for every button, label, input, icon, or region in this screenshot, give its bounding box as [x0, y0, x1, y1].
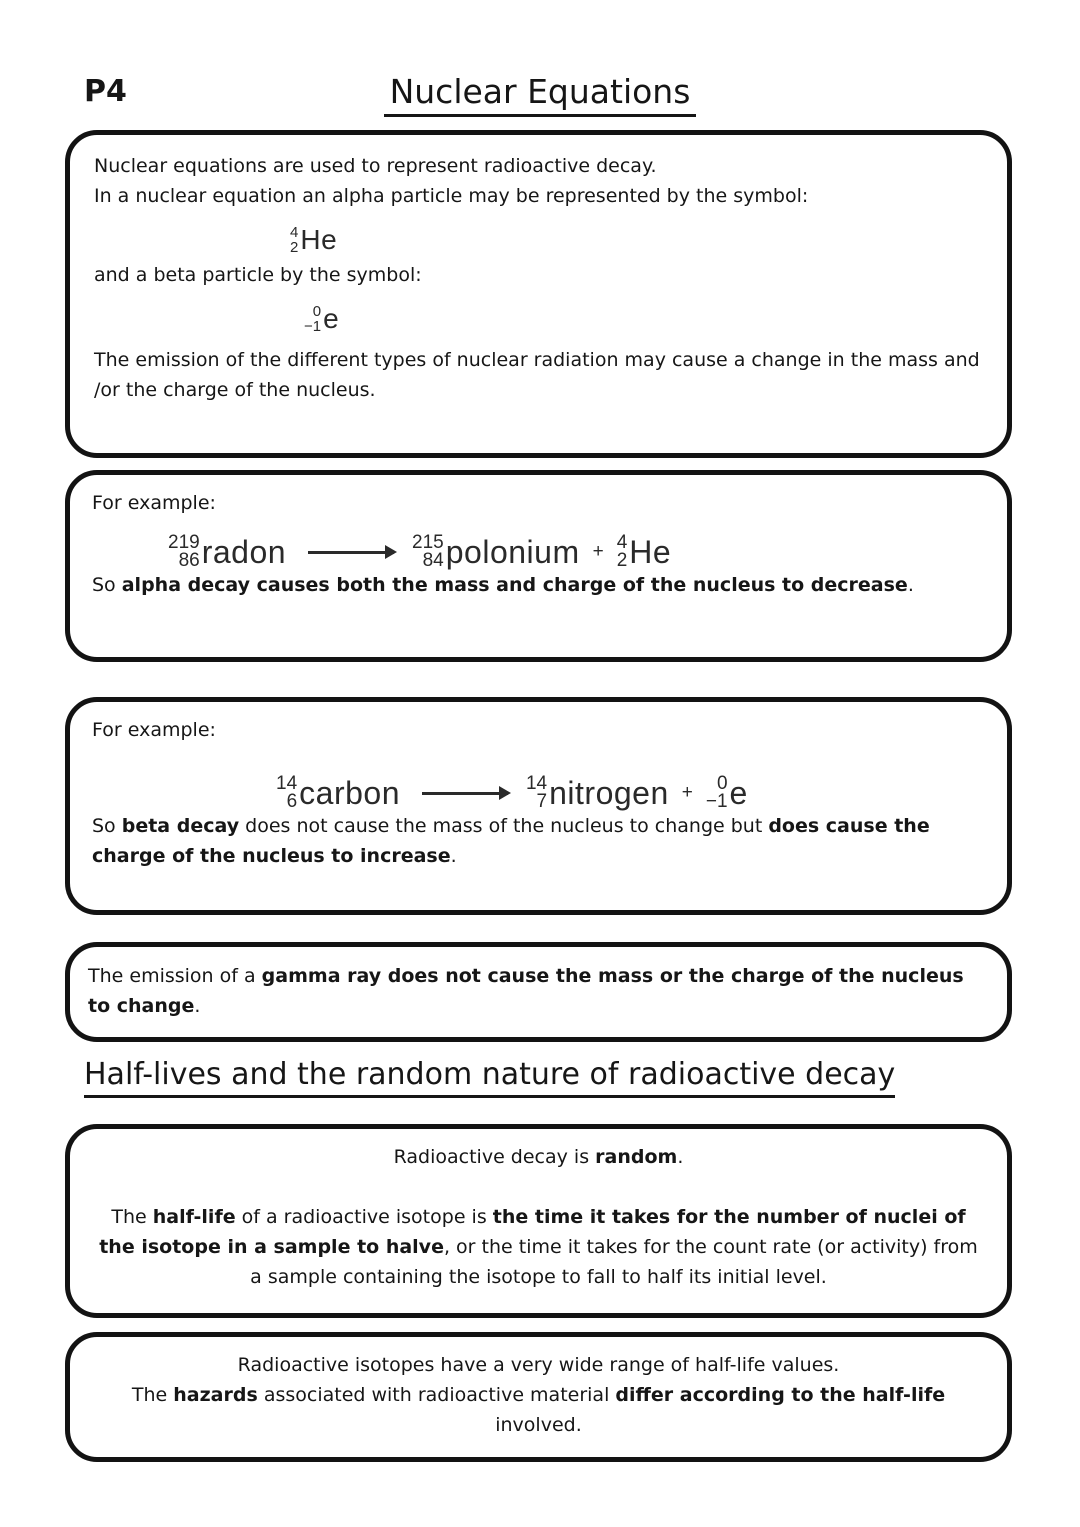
nuclide-stack	[412, 534, 444, 570]
page-label: P4	[84, 74, 127, 109]
nuclide-stack	[168, 534, 200, 570]
section-title-wrap	[84, 1057, 895, 1098]
nuclide-stack	[276, 775, 297, 811]
beta-decay-equation	[276, 775, 985, 811]
mass-number: 14	[276, 773, 298, 794]
nuclide-nitrogen	[526, 775, 669, 811]
mass-number: 4	[616, 532, 628, 553]
element-symbol: He	[629, 534, 672, 570]
half-life-definition: The half-life of a radioactive isotope is the time it takes for the number of nuclei of the isotope in a sample to halve, or the time it takes for the count rate (or activity) from a sample containing the isotope to fall to half its initial level.	[99, 1206, 978, 1288]
mass-number: 215	[412, 532, 444, 553]
atomic-number: 84	[422, 550, 444, 571]
gamma-note-box	[65, 942, 1012, 1042]
mass-number: 14	[525, 773, 548, 794]
atomic-number: 86	[178, 550, 200, 571]
random-statement: Radioactive decay is random.	[393, 1146, 684, 1168]
beta-example-box	[65, 697, 1012, 915]
example-intro: For example:	[92, 719, 216, 741]
mass-number: 0	[716, 773, 728, 794]
range-statement: Radioactive isotopes have a very wide range of half-life values.	[237, 1354, 840, 1376]
atomic-number: 6	[286, 791, 298, 812]
element-name: polonium	[445, 534, 580, 570]
alpha-symbol-line	[290, 216, 983, 256]
nuclide-stack	[304, 304, 321, 334]
nuclide-helium	[617, 534, 671, 570]
nuclide-polonium	[412, 534, 580, 570]
alpha-conclusion: So alpha decay causes both the mass and charge of the nucleus to decrease.	[92, 574, 914, 596]
half-life-range-box	[65, 1332, 1012, 1462]
intro-line-4: The emission of the different types of nuclear radiation may cause a change in the mass and /or the charge of the nucleus.	[94, 349, 980, 401]
intro-line-3: and a beta particle by the symbol:	[94, 264, 422, 286]
intro-box	[65, 130, 1012, 458]
atomic-number: 2	[290, 239, 299, 256]
reaction-arrow-icon	[422, 792, 508, 795]
atomic-number: −1	[304, 318, 322, 335]
hazards-statement: The hazards associated with radioactive material differ according to the half-life involved.	[131, 1384, 946, 1436]
plus-sign: +	[592, 541, 604, 562]
nuclide-alpha-particle	[290, 224, 337, 256]
intro-line-2: In a nuclear equation an alpha particle may be represented by the symbol:	[94, 185, 809, 207]
atomic-number: 2	[616, 550, 628, 571]
nuclide-radon	[168, 534, 286, 570]
element-name: radon	[201, 534, 287, 570]
mass-number: 219	[168, 532, 200, 553]
alpha-example-box	[65, 470, 1012, 662]
section-title: Half-lives and the random nature of radioactive decay	[84, 1057, 895, 1098]
intro-line-1: Nuclear equations are used to represent radioactive decay.	[94, 155, 657, 177]
nuclide-stack	[290, 225, 298, 255]
nuclide-stack	[526, 775, 547, 811]
element-symbol: He	[300, 224, 338, 255]
element-name: carbon	[299, 775, 400, 811]
nuclide-stack	[617, 534, 628, 570]
element-name: nitrogen	[549, 775, 669, 811]
nuclide-stack	[706, 775, 728, 811]
element-symbol: e	[729, 775, 748, 811]
nuclide-beta-particle	[304, 303, 339, 335]
element-symbol: e	[323, 303, 340, 334]
atomic-number: −1	[705, 791, 728, 812]
mass-number: 0	[312, 303, 322, 320]
beta-conclusion: So beta decay does not cause the mass of the nucleus to change but does cause the charge of the nucleus to increase.	[92, 815, 930, 867]
nuclide-electron	[706, 775, 748, 811]
plus-sign: +	[681, 782, 693, 803]
half-life-definition-box	[65, 1124, 1012, 1318]
example-intro: For example:	[92, 492, 216, 514]
page-title: Nuclear Equations	[384, 72, 697, 117]
alpha-decay-equation	[168, 534, 985, 570]
beta-symbol-line	[304, 295, 983, 335]
reaction-arrow-icon	[308, 551, 394, 554]
mass-number: 4	[290, 224, 299, 241]
page-title-wrap	[0, 72, 1080, 117]
nuclide-carbon	[276, 775, 400, 811]
atomic-number: 7	[536, 791, 548, 812]
gamma-note-text: The emission of a gamma ray does not cause the mass or the charge of the nucleus to change.	[88, 965, 964, 1017]
